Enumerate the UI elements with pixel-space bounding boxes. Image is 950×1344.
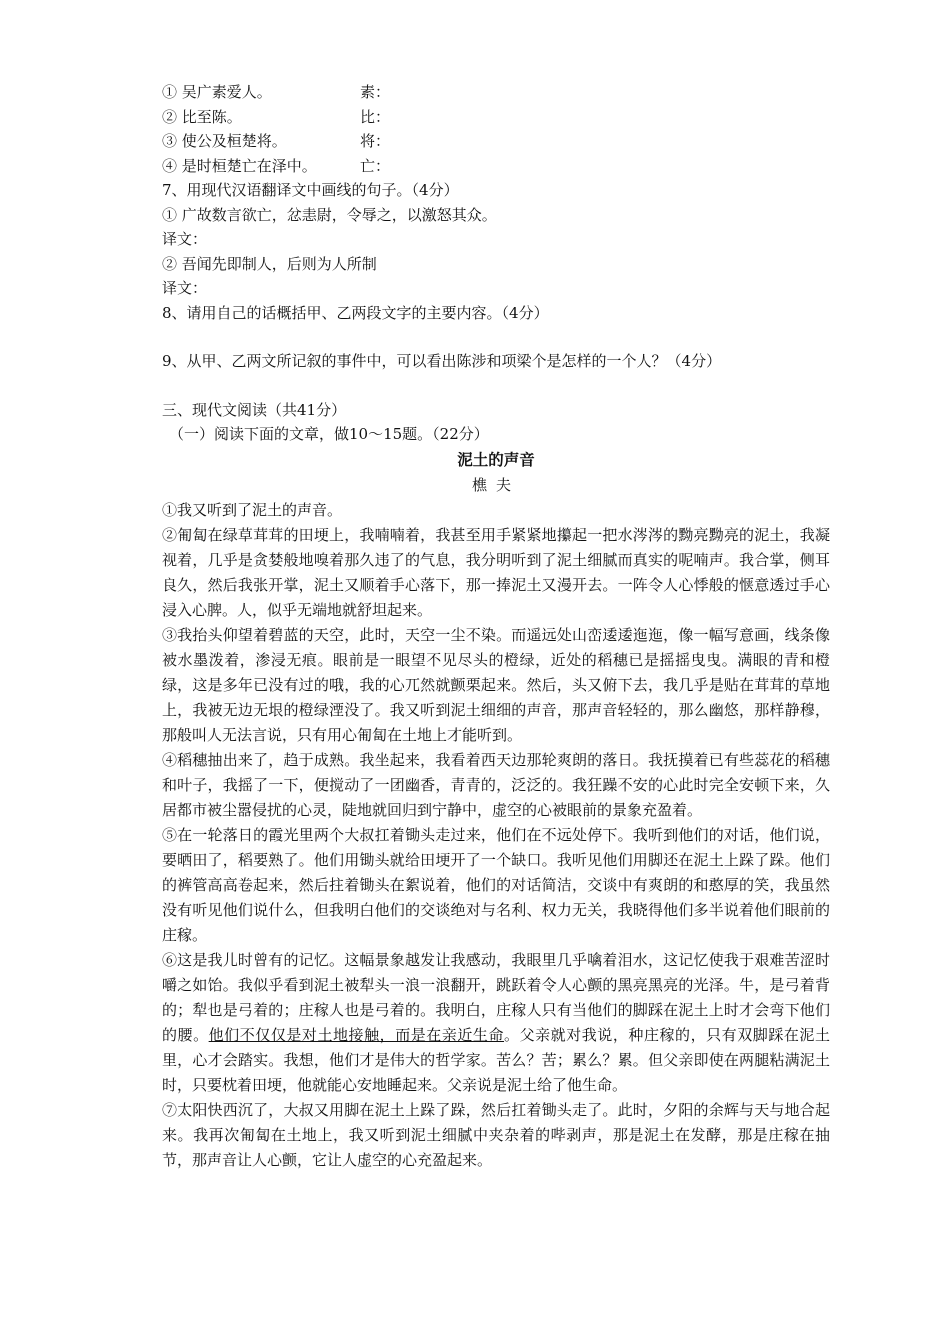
vocab-item [162, 154, 830, 179]
article-paragraph-3: ③我抬头仰望着碧蓝的天空，此时，天空一尘不染。而遥远处山峦逶逶迤迤，像一幅写意画，线条像被水墨泼着，渗浸无痕。眼前是一眼望不见尽头的橙绿，近处的稻穗已是摇摇曳曳。满眼的青和橙绿，这是多年已没有过的哦，我的心兀然就颤栗起来。然后，头又俯下去，我几乎是贴在茸茸的草地上，我被无边无垠的橙绿湮没了。我又听到泥土细细的声音，那声音轻轻的，那么幽悠，那样静穆，那般叫人无法言说，只有用心匍匐在土地上才能听到。 [162, 625, 830, 744]
vocab-char: 比： [360, 107, 391, 126]
paragraph-6-text-a: ⑥这是我儿时曾有的记忆。这幅景象越发让我感动，我眼里几乎噙着泪水，这记忆使我于艰难苦涩时嚼之如饴。我似乎看到泥土被犁头一浪一浪翻开，跳跃着令人心颤的黑亮黑亮的光泽。牛，是弓着背的；犁也是弓着的；庄稼人也是弓着的。我明白，庄稼人只有当他们的脚踩在泥土上时才会弯下他们的腰。 [162, 950, 830, 1044]
article-paragraph-5: ⑤在一轮落日的霞光里两个大叔扛着锄头走过来，他们在不远处停下。我听到他们的对话，他们说，要晒田了，稻要熟了。他们用锄头就给田埂开了一个缺口。我听见他们用脚还在泥土上跺了跺。他们的裤管高高卷起来，然后拄着锄头在絮说着，他们的对话简洁，交谈中有爽朗的和憨厚的笑，我虽然没有听见他们说什么，但我明白他们的交谈绝对与名利、权力无关，我晓得他们多半说着他们眼前的庄稼。 [162, 825, 830, 944]
vocab-item [162, 129, 830, 154]
question-7-sentence-1: ① 广故数言欲亡，忿恚尉，令辱之，以激怒其众。 [162, 205, 497, 224]
vocab-char: 素： [360, 83, 391, 101]
document-page [162, 80, 830, 1173]
vocab-sentence: ① 吴广素爱人。 [162, 83, 272, 101]
article-paragraph-4: ④稻穗抽出来了，趋于成熟。我坐起来，我看着西天边那轮爽朗的落日。我抚摸着已有些蕊花的稻穗和叶子，我摇了一下，便搅动了一团幽香，青青的，泛泛的。我狂躁不安的心此时完全安顿下来，久居都市被尘嚣侵扰的心灵，陡地就回归到宁静中，虚空的心被眼前的景象充盈着。 [162, 750, 830, 819]
article-title: 泥土的声音 [457, 449, 535, 469]
article-author-name: 樵夫 [471, 475, 520, 494]
question-7-title: 7、用现代汉语翻译文中画线的句子。（4分） [162, 181, 459, 199]
section-3-heading: 三、现代文阅读（共41分） [162, 400, 347, 419]
question-7-translation-1: 译文： [162, 230, 208, 248]
article-paragraph-6 [162, 948, 830, 1098]
article-paragraph-1: ①我又听到了泥土的声音。 [162, 500, 343, 519]
vocab-sentence: ③ 使公及桓楚将。 [162, 132, 287, 150]
vocab-item [162, 80, 830, 105]
vocab-sentence: ④ 是时桓楚亡在泽中。 [162, 156, 317, 175]
vocab-item [162, 105, 830, 130]
question-7-sentence-2: ② 吾闻先即制人，后则为人所制 [162, 254, 377, 273]
paragraph-6-text-b: 。父亲就对我说，种庄稼的，只有双脚踩在泥土里，心才会踏实。我想，他们才是伟大的哲学家。苦么？苦；累么？累。但父亲即使在两腿粘满泥土时，只要枕着田埂，他就能心安地睡起来。父亲说是泥土给了他生命。 [162, 1025, 830, 1094]
underlined-sentence: 他们不仅仅是对土地接触，而是在亲近生命 [208, 1025, 505, 1044]
article-paragraph-2: ②匍匐在绿草茸茸的田埂上，我喃喃着，我甚至用手紧紧地攥起一把水涔涔的黝亮黝亮的泥土，我凝视着，几乎是贪婪般地嗅着那久违了的气息，我分明听到了泥土细腻而真实的呢喃声。我合掌，侧耳良久，然后我张开掌，泥土又顺着手心落下，那一捧泥土又漫开去。一阵令人心悸般的惬意透过手心浸入心脾。人，似乎无端地就舒坦起来。 [162, 525, 830, 619]
article-paragraph-7: ⑦太阳快西沉了，大叔又用脚在泥土上跺了跺，然后扛着锄头走了。此时，夕阳的余辉与天与地合起来。我再次匍匐在土地上，我又听到泥土细腻中夹杂着的哔剥声，那是泥土在发酵，那是庄稼在抽节，那声音让人心颤，它让人虚空的心充盈起来。 [162, 1100, 830, 1169]
question-9: 9、从甲、乙两文所记叙的事件中，可以看出陈涉和项梁个是怎样的一个人？（4分） [162, 352, 722, 370]
vocab-char: 亡： [360, 156, 391, 175]
article-author [162, 473, 830, 498]
vocab-char: 将： [360, 132, 391, 150]
subsection-1-heading: （一）阅读下面的文章，做10～15题。（22分） [169, 425, 489, 443]
question-7-translation-2: 译文： [162, 279, 208, 297]
vocab-sentence: ② 比至陈。 [162, 107, 242, 126]
question-8: 8、请用自己的话概括甲、乙两段文字的主要内容。（4分） [162, 303, 549, 322]
